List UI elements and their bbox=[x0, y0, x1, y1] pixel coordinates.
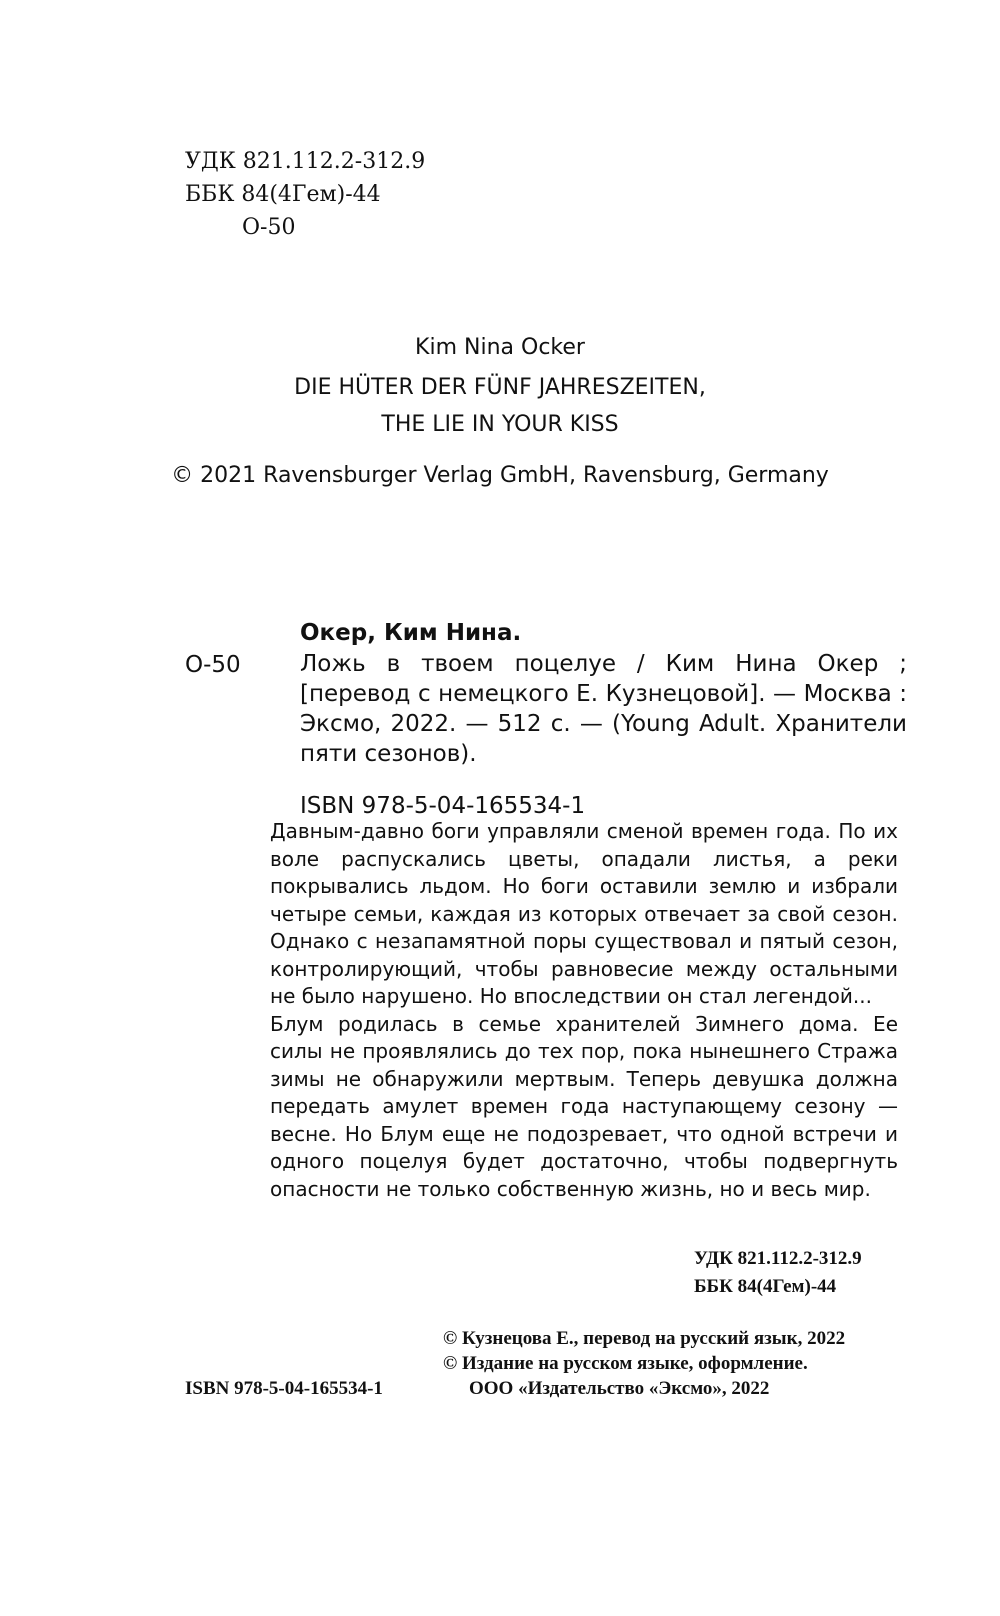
udk-code: УДК 821.112.2-312.9 bbox=[185, 149, 426, 174]
bibliographic-record bbox=[185, 618, 905, 822]
bottom-udk-code: УДК 821.112.2-312.9 bbox=[694, 1248, 862, 1269]
edition-copyright-line-2: ООО «Издательство «Эксмо», 2022 bbox=[469, 1378, 770, 1399]
original-copyright: © 2021 Ravensburger Verlag GmbH, Ravensburg, Germany bbox=[171, 463, 829, 488]
copyright-notices bbox=[443, 1326, 845, 1401]
original-title-line-1: DIE HÜTER DER FÜNF JAHRESZEITEN, bbox=[294, 375, 706, 400]
bottom-classification-codes bbox=[694, 1245, 862, 1301]
translation-copyright: © Кузнецова Е., перевод на русский язык, 2022 bbox=[443, 1328, 846, 1349]
original-edition-info bbox=[0, 330, 1000, 493]
original-author: Kim Nina Ocker bbox=[415, 335, 585, 360]
bib-description: Ложь в твоем поцелуе / Ким Нина Окер ; [перевод с немецкого Е. Кузнецовой]. — Москва : Эксмо, 2022. — 512 с. — (Young Adult. Хранители пяти сезонов). bbox=[300, 651, 907, 767]
bib-isbn: ISBN 978-5-04-165534-1 bbox=[300, 793, 586, 819]
bottom-bbk-code: ББК 84(4Гем)-44 bbox=[694, 1276, 837, 1297]
bib-heading: Окер, Ким Нина. bbox=[300, 620, 522, 646]
classification-codes bbox=[185, 145, 425, 244]
edition-copyright-line-1: © Издание на русском языке, оформление. bbox=[443, 1353, 808, 1374]
isbn-bottom: ISBN 978-5-04-165534-1 bbox=[185, 1378, 383, 1399]
author-sign: О-50 bbox=[242, 215, 296, 240]
annotation-paragraph-1: Давным-давно боги управляли сменой времен года. По их воле распускались цветы, опадали листья, а реки покрывались льдом. Но боги оставили землю и избрали четыре семьи, каждая из которых отвечает за свой сезон. Однако с незапамятной поры существовал и пятый сезон, контролирующий, чтобы равновесие между остальными не было нарушено. Но впоследствии он стал легендой... bbox=[270, 819, 898, 1008]
original-title-line-2: THE LIE IN YOUR KISS bbox=[381, 412, 619, 437]
bib-author-sign: О-50 bbox=[185, 652, 241, 678]
bbk-code: ББК 84(4Гем)-44 bbox=[185, 182, 381, 207]
annotation bbox=[270, 818, 898, 1203]
annotation-paragraph-2: Блум родилась в семье хранителей Зимнего дома. Ее силы не проявлялись до тех пор, пока нынешнего Стража зимы не обнаружили мертвым. Теперь девушка должна передать амулет времен года наступающему сезону — весне. Но Блум еще не подозревает, что одной встречи и одного поцелуя будет достаточно, чтобы подвергнуть опасности не только собственную жизнь, но и весь мир. bbox=[270, 1011, 898, 1201]
